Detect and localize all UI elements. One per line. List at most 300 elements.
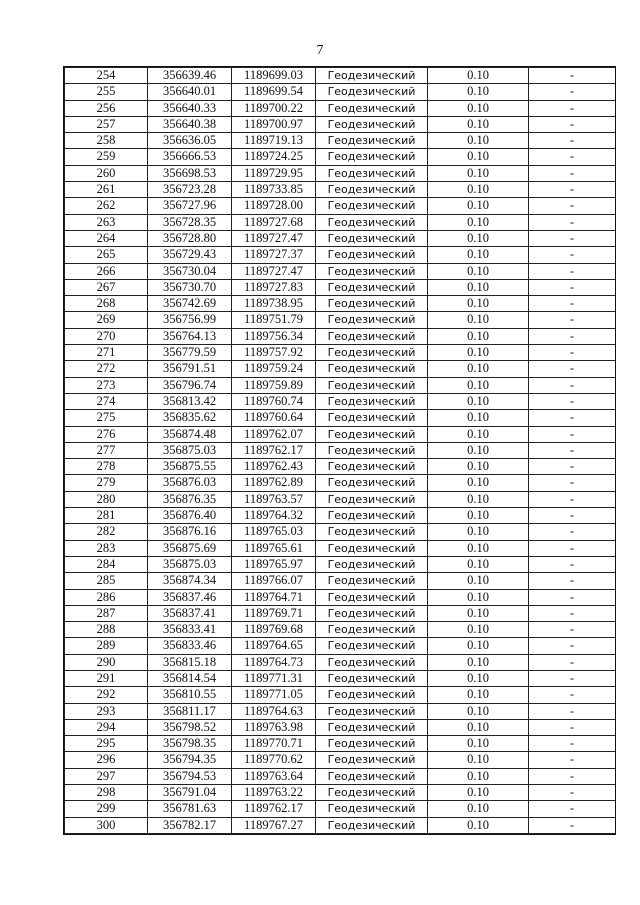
x-coordinate-cell: 356779.59 xyxy=(148,345,232,361)
y-coordinate-cell: 1189727.47 xyxy=(232,230,316,246)
method-cell: Геодезический xyxy=(316,556,428,572)
point-number-cell: 265 xyxy=(65,247,148,263)
note-cell: - xyxy=(529,328,616,344)
note-cell: - xyxy=(529,279,616,295)
note-cell: - xyxy=(529,263,616,279)
method-cell: Геодезический xyxy=(316,198,428,214)
y-coordinate-cell: 1189760.64 xyxy=(232,410,316,426)
y-coordinate-cell: 1189727.47 xyxy=(232,263,316,279)
point-number-cell: 272 xyxy=(65,361,148,377)
accuracy-cell: 0.10 xyxy=(428,426,529,442)
accuracy-cell: 0.10 xyxy=(428,377,529,393)
y-coordinate-cell: 1189762.17 xyxy=(232,801,316,817)
method-cell: Геодезический xyxy=(316,459,428,475)
note-cell: - xyxy=(529,214,616,230)
accuracy-cell: 0.10 xyxy=(428,540,529,556)
table-row xyxy=(65,605,616,621)
y-coordinate-cell: 1189765.61 xyxy=(232,540,316,556)
y-coordinate-cell: 1189769.68 xyxy=(232,622,316,638)
x-coordinate-cell: 356729.43 xyxy=(148,247,232,263)
note-cell: - xyxy=(529,719,616,735)
x-coordinate-cell: 356810.55 xyxy=(148,687,232,703)
note-cell: - xyxy=(529,736,616,752)
point-number-cell: 279 xyxy=(65,475,148,491)
method-cell: Геодезический xyxy=(316,508,428,524)
table-row xyxy=(65,230,616,246)
table-row xyxy=(65,377,616,393)
note-cell: - xyxy=(529,84,616,100)
y-coordinate-cell: 1189764.73 xyxy=(232,654,316,670)
table-row xyxy=(65,573,616,589)
point-number-cell: 280 xyxy=(65,491,148,507)
table-row xyxy=(65,524,616,540)
point-number-cell: 300 xyxy=(65,817,148,833)
accuracy-cell: 0.10 xyxy=(428,328,529,344)
x-coordinate-cell: 356727.96 xyxy=(148,198,232,214)
note-cell: - xyxy=(529,556,616,572)
accuracy-cell: 0.10 xyxy=(428,116,529,132)
x-coordinate-cell: 356730.70 xyxy=(148,279,232,295)
coordinates-table-body xyxy=(65,68,616,834)
x-coordinate-cell: 356876.40 xyxy=(148,508,232,524)
point-number-cell: 273 xyxy=(65,377,148,393)
point-number-cell: 264 xyxy=(65,230,148,246)
note-cell: - xyxy=(529,459,616,475)
x-coordinate-cell: 356782.17 xyxy=(148,817,232,833)
note-cell: - xyxy=(529,198,616,214)
point-number-cell: 266 xyxy=(65,263,148,279)
point-number-cell: 256 xyxy=(65,100,148,116)
table-row xyxy=(65,296,616,312)
y-coordinate-cell: 1189727.37 xyxy=(232,247,316,263)
method-cell: Геодезический xyxy=(316,801,428,817)
note-cell: - xyxy=(529,247,616,263)
accuracy-cell: 0.10 xyxy=(428,165,529,181)
method-cell: Геодезический xyxy=(316,247,428,263)
x-coordinate-cell: 356798.52 xyxy=(148,719,232,735)
x-coordinate-cell: 356791.51 xyxy=(148,361,232,377)
note-cell: - xyxy=(529,426,616,442)
y-coordinate-cell: 1189728.00 xyxy=(232,198,316,214)
accuracy-cell: 0.10 xyxy=(428,605,529,621)
note-cell: - xyxy=(529,230,616,246)
table-row xyxy=(65,719,616,735)
note-cell: - xyxy=(529,670,616,686)
x-coordinate-cell: 356876.03 xyxy=(148,475,232,491)
table-row xyxy=(65,785,616,801)
accuracy-cell: 0.10 xyxy=(428,638,529,654)
table-row xyxy=(65,638,616,654)
table-row xyxy=(65,687,616,703)
point-number-cell: 276 xyxy=(65,426,148,442)
note-cell: - xyxy=(529,589,616,605)
x-coordinate-cell: 356815.18 xyxy=(148,654,232,670)
point-number-cell: 278 xyxy=(65,459,148,475)
x-coordinate-cell: 356756.99 xyxy=(148,312,232,328)
method-cell: Геодезический xyxy=(316,393,428,409)
note-cell: - xyxy=(529,801,616,817)
y-coordinate-cell: 1189767.27 xyxy=(232,817,316,833)
point-number-cell: 292 xyxy=(65,687,148,703)
method-cell: Геодезический xyxy=(316,279,428,295)
accuracy-cell: 0.10 xyxy=(428,84,529,100)
x-coordinate-cell: 356640.01 xyxy=(148,84,232,100)
point-number-cell: 281 xyxy=(65,508,148,524)
table-row xyxy=(65,214,616,230)
method-cell: Геодезический xyxy=(316,687,428,703)
method-cell: Геодезический xyxy=(316,540,428,556)
accuracy-cell: 0.10 xyxy=(428,491,529,507)
method-cell: Геодезический xyxy=(316,491,428,507)
point-number-cell: 262 xyxy=(65,198,148,214)
method-cell: Геодезический xyxy=(316,670,428,686)
table-row xyxy=(65,149,616,165)
y-coordinate-cell: 1189771.05 xyxy=(232,687,316,703)
point-number-cell: 289 xyxy=(65,638,148,654)
note-cell: - xyxy=(529,182,616,198)
accuracy-cell: 0.10 xyxy=(428,670,529,686)
point-number-cell: 277 xyxy=(65,442,148,458)
method-cell: Геодезический xyxy=(316,361,428,377)
note-cell: - xyxy=(529,540,616,556)
accuracy-cell: 0.10 xyxy=(428,133,529,149)
x-coordinate-cell: 356875.55 xyxy=(148,459,232,475)
accuracy-cell: 0.10 xyxy=(428,573,529,589)
table-row xyxy=(65,182,616,198)
table-row xyxy=(65,312,616,328)
method-cell: Геодезический xyxy=(316,768,428,784)
y-coordinate-cell: 1189763.98 xyxy=(232,719,316,735)
x-coordinate-cell: 356728.80 xyxy=(148,230,232,246)
note-cell: - xyxy=(529,785,616,801)
accuracy-cell: 0.10 xyxy=(428,817,529,833)
y-coordinate-cell: 1189771.31 xyxy=(232,670,316,686)
point-number-cell: 290 xyxy=(65,654,148,670)
table-row xyxy=(65,328,616,344)
point-number-cell: 258 xyxy=(65,133,148,149)
table-row xyxy=(65,116,616,132)
table-row xyxy=(65,84,616,100)
point-number-cell: 285 xyxy=(65,573,148,589)
note-cell: - xyxy=(529,312,616,328)
y-coordinate-cell: 1189733.85 xyxy=(232,182,316,198)
method-cell: Геодезический xyxy=(316,230,428,246)
note-cell: - xyxy=(529,116,616,132)
table-row xyxy=(65,801,616,817)
method-cell: Геодезический xyxy=(316,475,428,491)
accuracy-cell: 0.10 xyxy=(428,785,529,801)
method-cell: Геодезический xyxy=(316,703,428,719)
method-cell: Геодезический xyxy=(316,312,428,328)
note-cell: - xyxy=(529,703,616,719)
y-coordinate-cell: 1189762.43 xyxy=(232,459,316,475)
method-cell: Геодезический xyxy=(316,345,428,361)
y-coordinate-cell: 1189756.34 xyxy=(232,328,316,344)
accuracy-cell: 0.10 xyxy=(428,524,529,540)
accuracy-cell: 0.10 xyxy=(428,149,529,165)
y-coordinate-cell: 1189700.97 xyxy=(232,116,316,132)
method-cell: Геодезический xyxy=(316,296,428,312)
note-cell: - xyxy=(529,393,616,409)
accuracy-cell: 0.10 xyxy=(428,556,529,572)
x-coordinate-cell: 356666.53 xyxy=(148,149,232,165)
table-row xyxy=(65,556,616,572)
table-row xyxy=(65,198,616,214)
method-cell: Геодезический xyxy=(316,654,428,670)
point-number-cell: 296 xyxy=(65,752,148,768)
method-cell: Геодезический xyxy=(316,68,428,84)
y-coordinate-cell: 1189763.57 xyxy=(232,491,316,507)
note-cell: - xyxy=(529,165,616,181)
point-number-cell: 295 xyxy=(65,736,148,752)
x-coordinate-cell: 356764.13 xyxy=(148,328,232,344)
point-number-cell: 257 xyxy=(65,116,148,132)
note-cell: - xyxy=(529,654,616,670)
y-coordinate-cell: 1189751.79 xyxy=(232,312,316,328)
table-row xyxy=(65,670,616,686)
note-cell: - xyxy=(529,817,616,833)
x-coordinate-cell: 356813.42 xyxy=(148,393,232,409)
method-cell: Геодезический xyxy=(316,328,428,344)
method-cell: Геодезический xyxy=(316,752,428,768)
table-row xyxy=(65,247,616,263)
method-cell: Геодезический xyxy=(316,719,428,735)
accuracy-cell: 0.10 xyxy=(428,589,529,605)
point-number-cell: 268 xyxy=(65,296,148,312)
accuracy-cell: 0.10 xyxy=(428,736,529,752)
point-number-cell: 259 xyxy=(65,149,148,165)
accuracy-cell: 0.10 xyxy=(428,508,529,524)
x-coordinate-cell: 356875.03 xyxy=(148,556,232,572)
table-row xyxy=(65,752,616,768)
accuracy-cell: 0.10 xyxy=(428,703,529,719)
x-coordinate-cell: 356723.28 xyxy=(148,182,232,198)
point-number-cell: 284 xyxy=(65,556,148,572)
note-cell: - xyxy=(529,475,616,491)
table-row xyxy=(65,263,616,279)
y-coordinate-cell: 1189765.03 xyxy=(232,524,316,540)
table-row xyxy=(65,654,616,670)
note-cell: - xyxy=(529,687,616,703)
point-number-cell: 269 xyxy=(65,312,148,328)
x-coordinate-cell: 356794.53 xyxy=(148,768,232,784)
y-coordinate-cell: 1189699.03 xyxy=(232,68,316,84)
table-row xyxy=(65,133,616,149)
y-coordinate-cell: 1189770.62 xyxy=(232,752,316,768)
note-cell: - xyxy=(529,410,616,426)
table-row xyxy=(65,491,616,507)
point-number-cell: 260 xyxy=(65,165,148,181)
table-row xyxy=(65,622,616,638)
note-cell: - xyxy=(529,133,616,149)
y-coordinate-cell: 1189769.71 xyxy=(232,605,316,621)
method-cell: Геодезический xyxy=(316,736,428,752)
x-coordinate-cell: 356640.38 xyxy=(148,116,232,132)
y-coordinate-cell: 1189760.74 xyxy=(232,393,316,409)
y-coordinate-cell: 1189724.25 xyxy=(232,149,316,165)
y-coordinate-cell: 1189763.22 xyxy=(232,785,316,801)
accuracy-cell: 0.10 xyxy=(428,68,529,84)
accuracy-cell: 0.10 xyxy=(428,247,529,263)
note-cell: - xyxy=(529,345,616,361)
method-cell: Геодезический xyxy=(316,133,428,149)
y-coordinate-cell: 1189763.64 xyxy=(232,768,316,784)
x-coordinate-cell: 356640.33 xyxy=(148,100,232,116)
note-cell: - xyxy=(529,573,616,589)
x-coordinate-cell: 356874.34 xyxy=(148,573,232,589)
note-cell: - xyxy=(529,377,616,393)
table-row xyxy=(65,475,616,491)
y-coordinate-cell: 1189700.22 xyxy=(232,100,316,116)
point-number-cell: 271 xyxy=(65,345,148,361)
y-coordinate-cell: 1189764.71 xyxy=(232,589,316,605)
x-coordinate-cell: 356875.03 xyxy=(148,442,232,458)
note-cell: - xyxy=(529,100,616,116)
method-cell: Геодезический xyxy=(316,263,428,279)
table-row xyxy=(65,410,616,426)
x-coordinate-cell: 356781.63 xyxy=(148,801,232,817)
table-row xyxy=(65,165,616,181)
point-number-cell: 298 xyxy=(65,785,148,801)
accuracy-cell: 0.10 xyxy=(428,296,529,312)
point-number-cell: 275 xyxy=(65,410,148,426)
method-cell: Геодезический xyxy=(316,573,428,589)
accuracy-cell: 0.10 xyxy=(428,279,529,295)
table-row xyxy=(65,426,616,442)
y-coordinate-cell: 1189759.24 xyxy=(232,361,316,377)
table-row xyxy=(65,68,616,84)
accuracy-cell: 0.10 xyxy=(428,182,529,198)
x-coordinate-cell: 356876.35 xyxy=(148,491,232,507)
point-number-cell: 287 xyxy=(65,605,148,621)
point-number-cell: 294 xyxy=(65,719,148,735)
accuracy-cell: 0.10 xyxy=(428,719,529,735)
method-cell: Геодезический xyxy=(316,182,428,198)
y-coordinate-cell: 1189764.32 xyxy=(232,508,316,524)
y-coordinate-cell: 1189727.83 xyxy=(232,279,316,295)
y-coordinate-cell: 1189699.54 xyxy=(232,84,316,100)
table-row xyxy=(65,442,616,458)
y-coordinate-cell: 1189738.95 xyxy=(232,296,316,312)
x-coordinate-cell: 356874.48 xyxy=(148,426,232,442)
method-cell: Геодезический xyxy=(316,100,428,116)
table-row xyxy=(65,279,616,295)
x-coordinate-cell: 356698.53 xyxy=(148,165,232,181)
method-cell: Геодезический xyxy=(316,410,428,426)
point-number-cell: 288 xyxy=(65,622,148,638)
table-row xyxy=(65,508,616,524)
note-cell: - xyxy=(529,296,616,312)
y-coordinate-cell: 1189727.68 xyxy=(232,214,316,230)
x-coordinate-cell: 356833.46 xyxy=(148,638,232,654)
y-coordinate-cell: 1189764.65 xyxy=(232,638,316,654)
point-number-cell: 297 xyxy=(65,768,148,784)
x-coordinate-cell: 356876.16 xyxy=(148,524,232,540)
point-number-cell: 293 xyxy=(65,703,148,719)
table-row xyxy=(65,703,616,719)
point-number-cell: 286 xyxy=(65,589,148,605)
x-coordinate-cell: 356837.41 xyxy=(148,605,232,621)
method-cell: Геодезический xyxy=(316,214,428,230)
table-row xyxy=(65,589,616,605)
x-coordinate-cell: 356794.35 xyxy=(148,752,232,768)
accuracy-cell: 0.10 xyxy=(428,622,529,638)
y-coordinate-cell: 1189762.17 xyxy=(232,442,316,458)
accuracy-cell: 0.10 xyxy=(428,361,529,377)
x-coordinate-cell: 356875.69 xyxy=(148,540,232,556)
accuracy-cell: 0.10 xyxy=(428,198,529,214)
point-number-cell: 274 xyxy=(65,393,148,409)
accuracy-cell: 0.10 xyxy=(428,459,529,475)
note-cell: - xyxy=(529,768,616,784)
accuracy-cell: 0.10 xyxy=(428,687,529,703)
y-coordinate-cell: 1189766.07 xyxy=(232,573,316,589)
x-coordinate-cell: 356639.46 xyxy=(148,68,232,84)
accuracy-cell: 0.10 xyxy=(428,263,529,279)
table-row xyxy=(65,768,616,784)
note-cell: - xyxy=(529,361,616,377)
note-cell: - xyxy=(529,491,616,507)
method-cell: Геодезический xyxy=(316,622,428,638)
x-coordinate-cell: 356728.35 xyxy=(148,214,232,230)
note-cell: - xyxy=(529,149,616,165)
note-cell: - xyxy=(529,622,616,638)
x-coordinate-cell: 356742.69 xyxy=(148,296,232,312)
accuracy-cell: 0.10 xyxy=(428,230,529,246)
y-coordinate-cell: 1189764.63 xyxy=(232,703,316,719)
method-cell: Геодезический xyxy=(316,426,428,442)
y-coordinate-cell: 1189729.95 xyxy=(232,165,316,181)
method-cell: Геодезический xyxy=(316,84,428,100)
table-row xyxy=(65,100,616,116)
table-row xyxy=(65,361,616,377)
y-coordinate-cell: 1189757.92 xyxy=(232,345,316,361)
method-cell: Геодезический xyxy=(316,442,428,458)
accuracy-cell: 0.10 xyxy=(428,768,529,784)
y-coordinate-cell: 1189762.89 xyxy=(232,475,316,491)
method-cell: Геодезический xyxy=(316,377,428,393)
note-cell: - xyxy=(529,638,616,654)
table-row xyxy=(65,459,616,475)
accuracy-cell: 0.10 xyxy=(428,312,529,328)
page-number: 7 xyxy=(316,43,324,58)
accuracy-cell: 0.10 xyxy=(428,801,529,817)
x-coordinate-cell: 356811.17 xyxy=(148,703,232,719)
note-cell: - xyxy=(529,68,616,84)
point-number-cell: 255 xyxy=(65,84,148,100)
method-cell: Геодезический xyxy=(316,817,428,833)
accuracy-cell: 0.10 xyxy=(428,393,529,409)
accuracy-cell: 0.10 xyxy=(428,752,529,768)
method-cell: Геодезический xyxy=(316,605,428,621)
method-cell: Геодезический xyxy=(316,149,428,165)
note-cell: - xyxy=(529,752,616,768)
method-cell: Геодезический xyxy=(316,524,428,540)
y-coordinate-cell: 1189762.07 xyxy=(232,426,316,442)
accuracy-cell: 0.10 xyxy=(428,654,529,670)
x-coordinate-cell: 356837.46 xyxy=(148,589,232,605)
x-coordinate-cell: 356835.62 xyxy=(148,410,232,426)
table-row xyxy=(65,393,616,409)
x-coordinate-cell: 356814.54 xyxy=(148,670,232,686)
point-number-cell: 263 xyxy=(65,214,148,230)
point-number-cell: 261 xyxy=(65,182,148,198)
point-number-cell: 267 xyxy=(65,279,148,295)
point-number-cell: 254 xyxy=(65,68,148,84)
x-coordinate-cell: 356636.05 xyxy=(148,133,232,149)
accuracy-cell: 0.10 xyxy=(428,100,529,116)
point-number-cell: 299 xyxy=(65,801,148,817)
